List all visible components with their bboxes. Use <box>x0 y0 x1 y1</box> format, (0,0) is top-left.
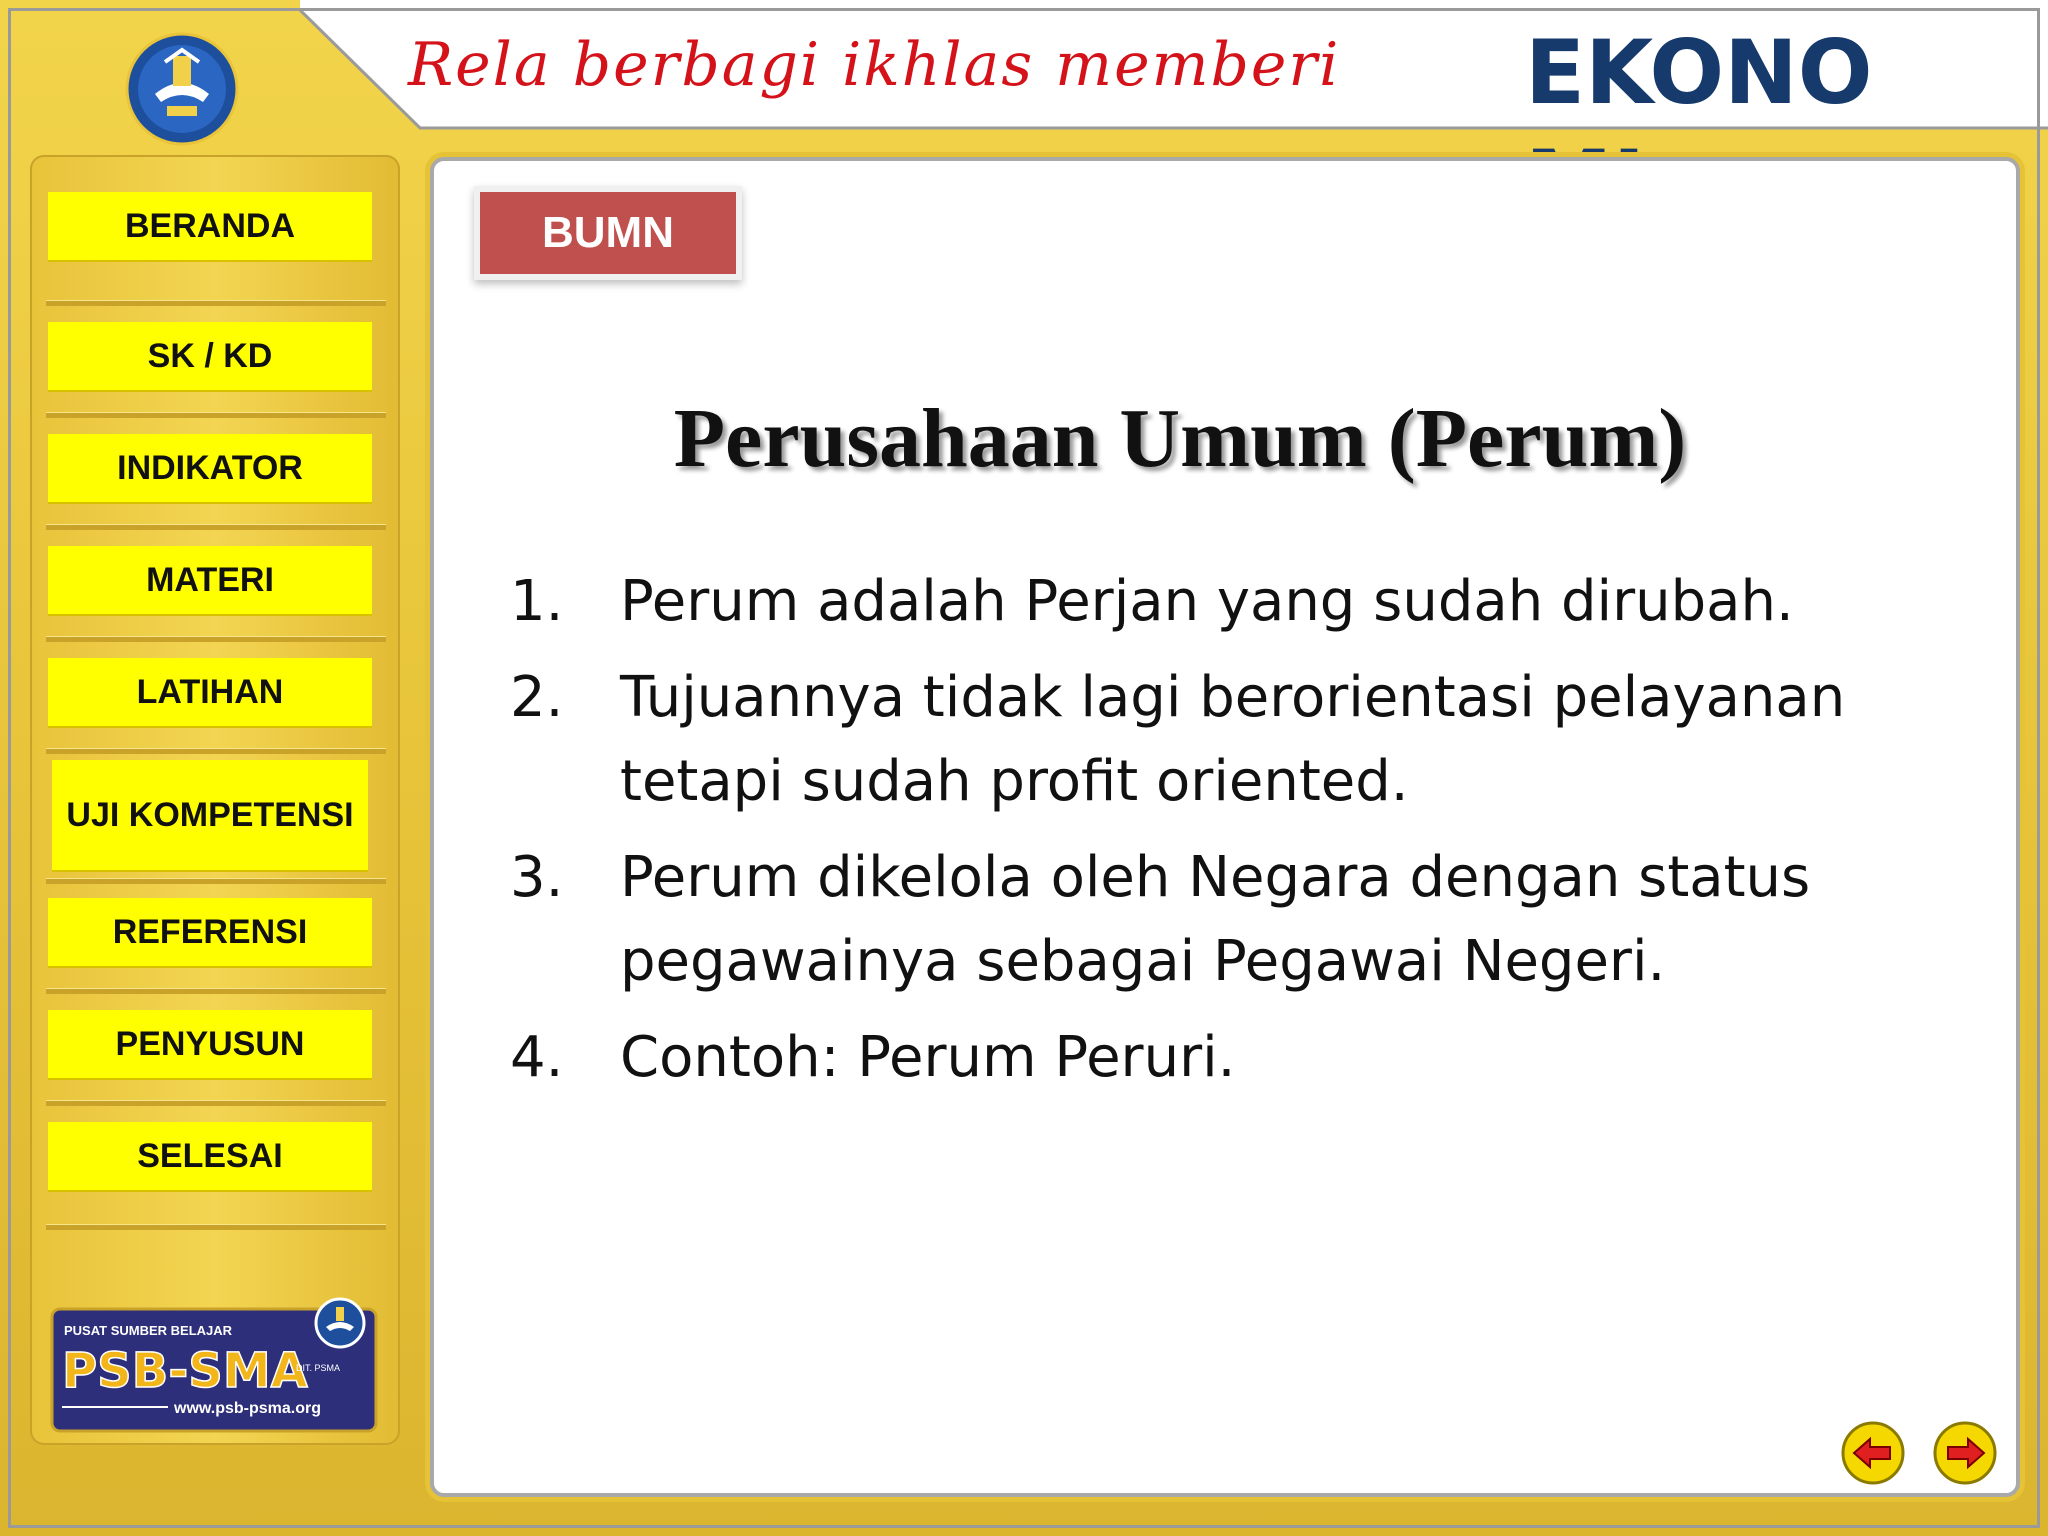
motto-text: Rela berbagi ikhlas memberi <box>408 30 1341 100</box>
psb-small-text: DIT. PSMA <box>296 1363 341 1373</box>
menu-uji-kompetensi[interactable]: UJI KOMPETENSI <box>52 760 368 870</box>
menu-separator <box>46 636 386 642</box>
menu-separator <box>46 878 386 884</box>
list-item <box>510 656 1930 824</box>
menu-selesai[interactable]: SELESAI <box>48 1122 372 1190</box>
menu-referensi[interactable]: REFERENSI <box>48 898 372 966</box>
menu-separator <box>46 412 386 418</box>
list-number: 3. <box>510 845 564 910</box>
menu-penyusun[interactable]: PENYUSUN <box>48 1010 372 1078</box>
list-text: Tujuannya tidak lagi berorientasi pelayanan tetapi sudah profit oriented. <box>620 665 1846 814</box>
list-item <box>510 836 1930 1004</box>
menu-separator <box>46 1100 386 1106</box>
points-list <box>510 560 1930 1112</box>
subject-title: EKONO <box>1525 21 1873 124</box>
list-number: 1. <box>510 569 564 634</box>
menu-separator <box>46 1224 386 1230</box>
menu-indikator[interactable]: INDIKATOR <box>48 434 372 502</box>
menu-beranda[interactable]: BERANDA <box>48 192 372 260</box>
menu-separator <box>46 988 386 994</box>
section-tag: BUMN <box>480 192 736 274</box>
psb-top-text: PUSAT SUMBER BELAJAR <box>64 1323 233 1338</box>
list-item <box>510 560 1930 644</box>
prev-button[interactable] <box>1840 1420 1906 1486</box>
menu-separator <box>46 524 386 530</box>
slide-title: Perusahaan Umum (Perum) <box>673 392 1687 485</box>
arrow-left-icon <box>1840 1420 1906 1486</box>
list-number: 4. <box>510 1025 564 1090</box>
arrow-right-icon <box>1932 1420 1998 1486</box>
menu-separator <box>46 748 386 754</box>
psb-url: www.psb-psma.org <box>174 1400 321 1417</box>
list-text: Perum adalah Perjan yang sudah dirubah. <box>620 569 1794 634</box>
menu-latihan[interactable]: LATIHAN <box>48 658 372 726</box>
list-number: 2. <box>510 665 564 730</box>
list-text: Contoh: Perum Peruri. <box>620 1025 1236 1090</box>
menu-materi[interactable]: MATERI <box>48 546 372 614</box>
menu-sk-kd[interactable]: SK / KD <box>48 322 372 390</box>
menu-separator <box>46 300 386 306</box>
tut-wuri-logo <box>125 32 240 147</box>
psb-name: PSB-SMA <box>62 1343 308 1399</box>
list-text: Perum dikelola oleh Negara dengan status pegawainya sebagai Pegawai Negeri. <box>620 845 1811 994</box>
psb-sma-logo[interactable] <box>50 1295 378 1435</box>
next-button[interactable] <box>1932 1420 1998 1486</box>
list-item <box>510 1016 1930 1100</box>
